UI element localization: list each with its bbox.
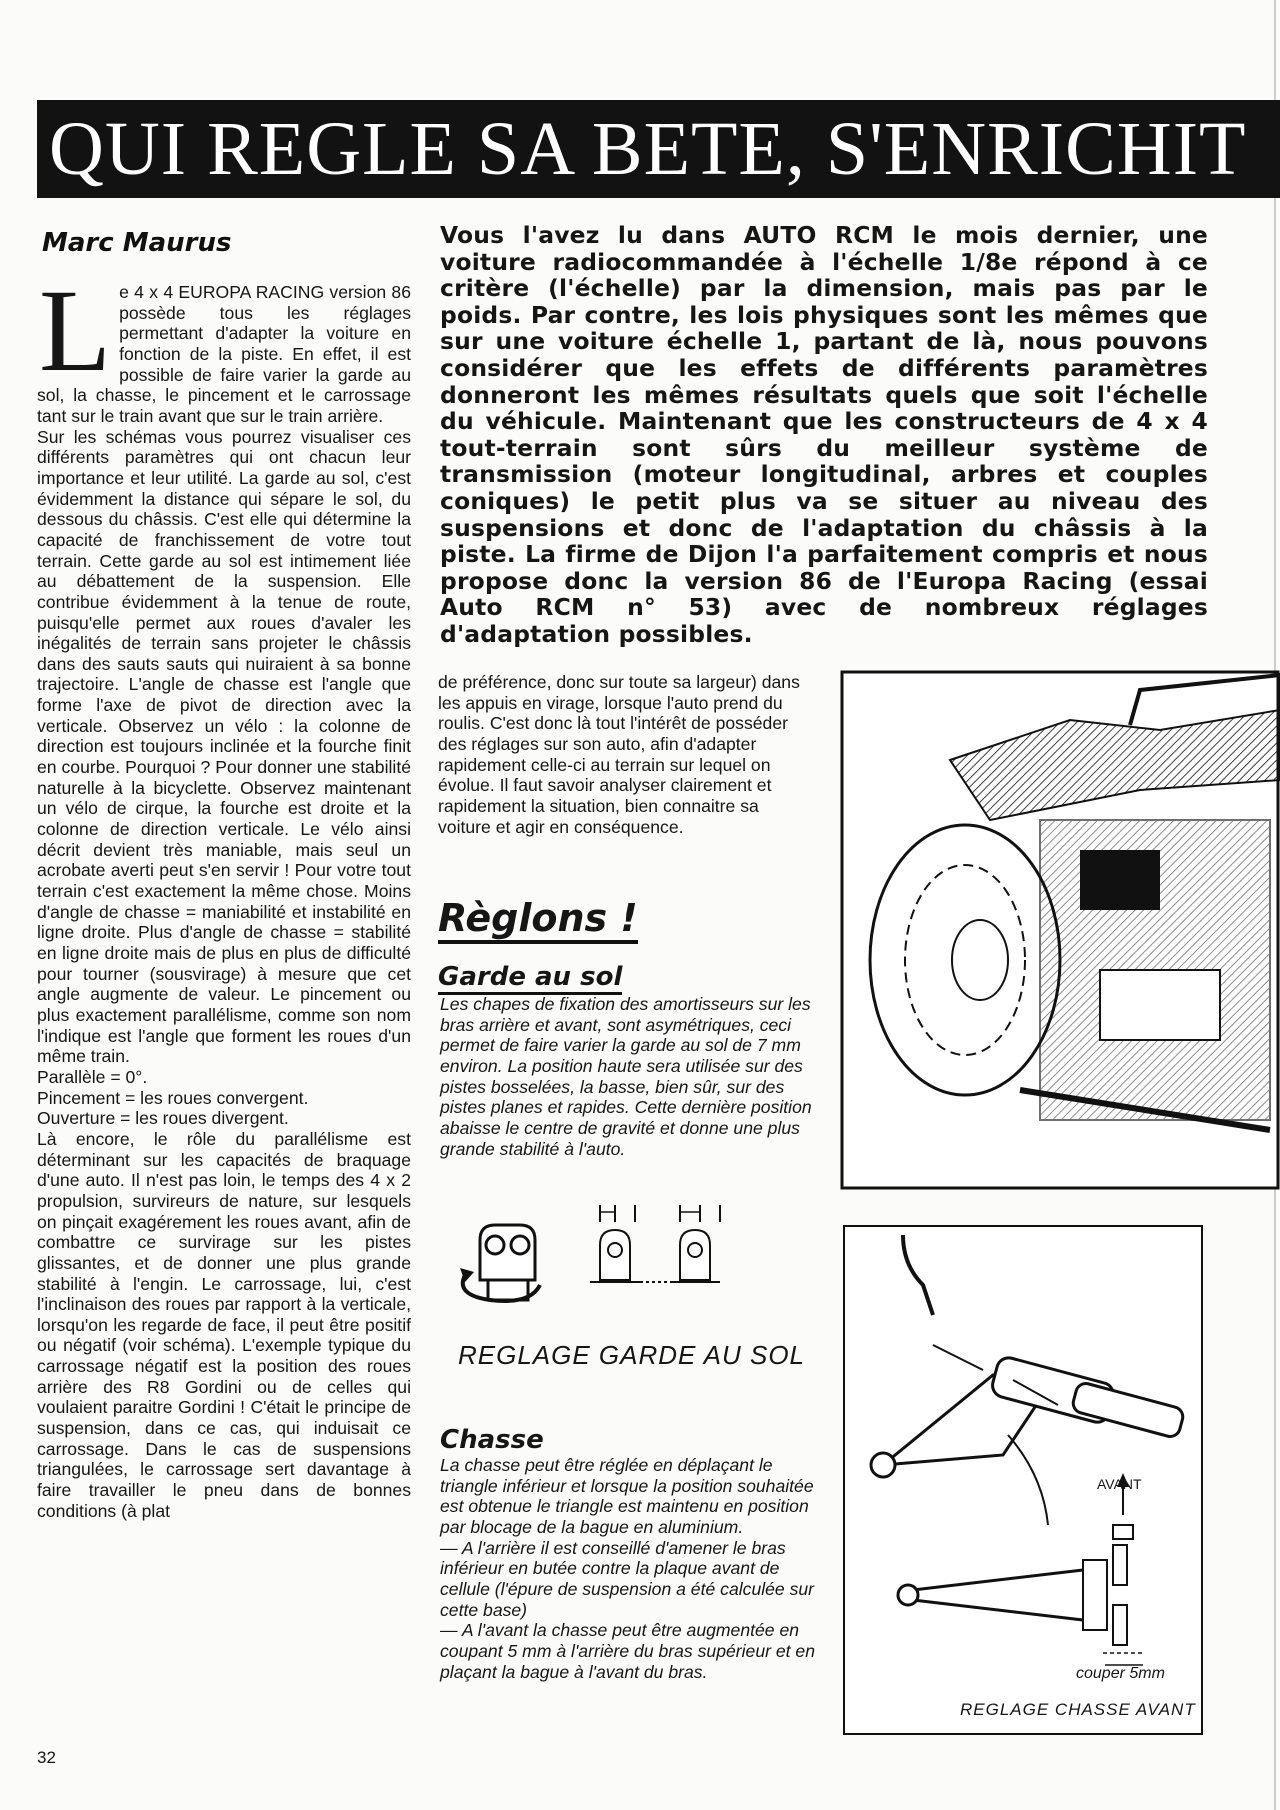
car-illustration xyxy=(840,670,1280,1190)
page-number: 32 xyxy=(37,1748,56,1767)
left-paragraph-6: Là encore, le rôle du parallélisme est déterminant sur les capacités de braquage d'une auto. Il n'est pas loin, le temps des 4 x 2 propulsion, survireurs de nature, sur lesquels on pinçait exagérement les roues avant, afin de combattre ce survirage sur les pistes glissantes, et de donner une plus grande stabilité à l'engin. Le carrossage, lui, c'est l'inclinaison des roues par rapport à la verticale, lorsqu'on les regarde de face, il peut être positif ou négatif (voir schéma). L'exemple typique du carrossage négatif est la position des roues arrière des R8 Gordini ou de celles qui voulaient paraitre Gordini ! C'était le principe de suspension, dans ce cas, qui induisait ce carrossage. Dans le cas de suspensions triangulées, le carrossage sert davantage à faire travailler le pneu dans de bonnes conditions (à plat xyxy=(37,1128,411,1521)
mid-continuation: de préférence, donc sur toute sa largeur) dans les appuis en virage, lorsque l'auto prend du roulis. C'est donc là tout l'intérêt de posséder des réglages sur son auto, afin d'adapter rapidement celle-ci au terrain sur lequel on évolue. Il faut savoir analyser clairement et rapidement la situation, bien connaitre sa voiture et agir en conséquence. xyxy=(438,672,800,837)
label-couper: couper 5mm xyxy=(1076,1665,1165,1682)
author-name: Marc Maurus xyxy=(42,228,232,258)
garde-au-sol-text: Les chapes de fixation des amortisseurs sur les bras arrière et avant, sont asymétriques, ceci permet de faire varier la garde au sol de 7 mm environ. La position haute sera utilisée sur des pistes bosselées, la basse, bien sûr, sur des pistes planes et rapides. Cette dernière position abaisse le centre de gravité et donne une plus grande stabilité à l'auto. xyxy=(440,994,812,1159)
heading-garde-au-sol: Garde au sol xyxy=(438,962,622,995)
caption-garde-au-sol: REGLAGE GARDE AU SOL xyxy=(458,1340,806,1370)
page-title: QUI REGLE SA BETE, S'ENRICHIT xyxy=(49,107,1247,191)
heading-reglons: Règlons ! xyxy=(438,896,638,944)
intro-paragraph: Vous l'avez lu dans AUTO RCM le mois dernier, une voiture radiocommandée à l'échelle 1/8e répond à ce critère (l'échelle) par la dimension, mais pas par le poids. Par contre, les lois physiques sont les mêmes que sur une voiture échelle 1, partant de là, nous pouvons considérer que les effets de différents paramètres donneront les mêmes résultats quels que soit l'échelle du véhicule. Maintenant que les constructeurs de 4 x 4 tout-terrain sont sûrs du meilleur système de transmission (moteur longitudinal, arbres et couples coniques) le petit plus va se situer au niveau des suspensions et donc de l'adaptation du châssis à la piste. La firme de Dijon l'a parfaitement compris et nous propose donc la version 86 de l'Europa Racing (essai Auto RCM n° 53) avec de nombreux réglages d'adaptation possibles. xyxy=(440,221,1208,648)
left-paragraph-1: e 4 x 4 EUROPA RACING version 86 possède tous les réglages permettant d'adapter la voiture en fonction de la piste. En effet, il est possible de faire varier la garde au sol, la chasse, le pincement et le carrossage tant sur le train avant que sur le train arrière. xyxy=(37,282,411,426)
caption-chasse: REGLAGE CHASSE AVANT xyxy=(960,1700,1196,1719)
drop-cap: L xyxy=(39,265,112,396)
left-paragraph-5: Ouverture = les roues divergent. xyxy=(37,1108,289,1129)
garde-au-sol-diagram xyxy=(440,1200,820,1335)
heading-chasse: Chasse xyxy=(440,1425,544,1455)
left-paragraph-4: Pincement = les roues convergent. xyxy=(37,1087,309,1108)
label-avant: AVANT xyxy=(1097,1476,1142,1492)
chasse-paragraph-3: — A l'avant la chasse peut être augmentée en coupant 5 mm à l'arrière du bras supérieur et en plaçant la bague à l'avant du bras. xyxy=(440,1620,815,1682)
left-paragraph-2: Sur les schémas vous pourrez visualiser ces différents paramètres qui ont chacun leur importance et leur utilité. La garde au sol, c'est évidemment la distance qui sépare le sol, du dessous du châssis. C'est elle qui détermine la capacité de franchissement de votre tout terrain. Cette garde au sol est intimement liée au débattement de la suspension. Elle contribue évidemment à la tenue de route, puisqu'elle permet aux roues d'avaler les inégalités de terrain sans projeter le châssis dans des sauts sauts qui nuiraient à sa bonne trajectoire. L'angle de chasse est l'angle que forme l'axe de pivot de direction avec la verticale. Observez un vélo : la colonne de direction est toujours inclinée et la fourche finit en courbe. Pourquoi ? Pour donner une stabilité naturelle à la bicyclette. Observez maintenant un vélo de cirque, la fourche est droite et la colonne de direction verticale. Le vélo ainsi décrit devient très maniable, mais seul un acrobate averti peut s'en servir ! Pour votre tout terrain c'est exactement la même chose. Moins d'angle de chasse = maniabilité et instabilité en ligne droite. Plus d'angle de chasse = stabilité en ligne droite mais de plus en plus de difficulté pour tourner (sousvirage) à mesure que cet angle augmente de valeur. Le pincement ou plus exactement parallélisme, comme son nom l'indique est l'angle que forment les roues d'un même train. xyxy=(37,426,411,1067)
title-banner xyxy=(37,100,1280,198)
chasse-paragraph-1: La chasse peut être réglée en déplaçant le triangle inférieur et lorsque la position souhaitée est obtenue le triangle est maintenu en position par blocage de la bague en aluminium. xyxy=(440,1455,814,1537)
chasse-text xyxy=(440,1455,815,1682)
chasse-paragraph-2: — A l'arrière il est conseillé d'amener le bras inférieur en butée contre la plaque avant de cellule (l'épure de suspension a été calculée sur cette base) xyxy=(440,1537,815,1620)
chasse-diagram xyxy=(843,1225,1203,1735)
left-column xyxy=(37,265,411,1521)
left-paragraph-3: Parallèle = 0°. xyxy=(37,1066,148,1087)
